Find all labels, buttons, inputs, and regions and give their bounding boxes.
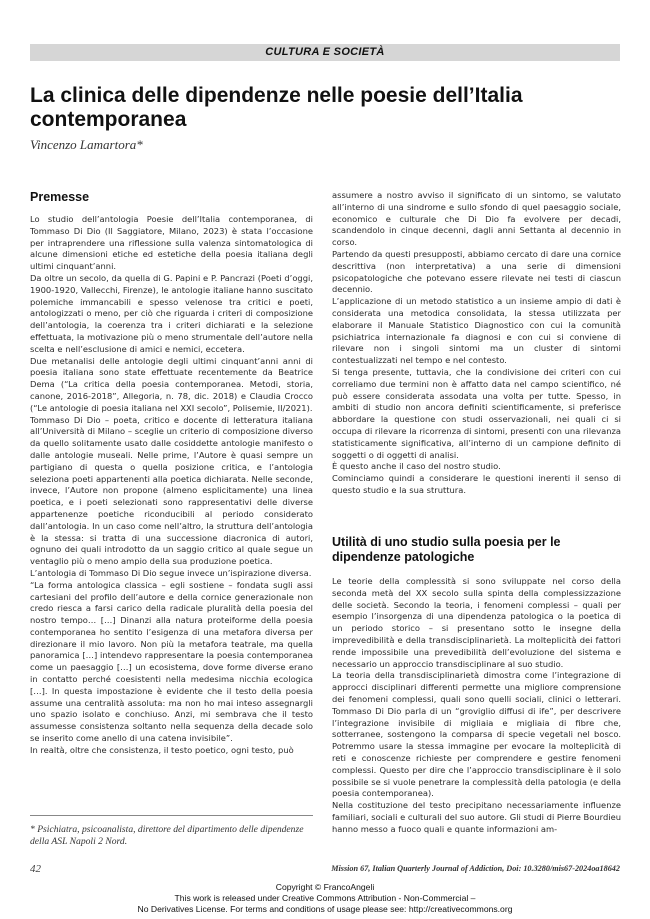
paragraph: Si tenga presente, tuttavia, che la condivisione dei criteri con cui correliamo due termini non è affatto data nel campo scientifico, né può essere considerata assodata una volta per tutte. Spesso, in ambiti di studio non ancora definiti scientificamente, si preferisce abbordare la questione con studi osservazionali, nei quali ci si occupa di rilevare la ricorrenza di sintomi, presenti con una rilevanza statisticamente significativa, all’interno di un campione definito di soggetti o di oggetti di analisi.	[332, 366, 621, 460]
license-notice	[0, 882, 650, 915]
paragraph: Nella costituzione del testo precipitano necessariamente influenze familiari, sociali e culturali del suo autore. Gli studi di Pierre Bourdieu hanno messo a fuoco quali e quante informazioni am-	[332, 800, 621, 834]
section-banner: CULTURA E SOCIETÀ	[30, 44, 620, 61]
journal-citation: Mission 67, Italian Quarterly Journal of Addiction, Doi: 10.3280/mis67-2024oa18642	[331, 864, 620, 873]
license-line: No Derivatives License. For terms and conditions of usage please see: http://creativecommons.org	[137, 904, 513, 914]
paragraph: Cominciamo quindi a considerare le questioni inerenti il senso di questo studio e la sua struttura.	[332, 473, 621, 495]
paragraph: “La forma antologica classica – egli sostiene – fondata sugli assi cartesiani del profilo dell’autore e della cornice generazionale non credo riesca a farsi carico della radicale pluralità della poesia del nostro tempo… […] Dinanzi alla natura proteiforme della poesia contemporanea ho sentito l’esigenza di una metafora diversa per direzionare il mio lavoro. Non più la metafora teatrale, ma quella panoramica […] intendevo rappresentare la poesia contemporanea come un paesaggio […] un ecosistema, dove forme diverse erano in contatto perché coesistenti nella medesima nicchia ecologica […]. In questa impostazione è evidente che il testo della poesia assume una centralità assoluta: ma non ho mai inteso assegnargli uno spazio isolato e conchiuso. Anzi, mi sembrava che il testo assumesse consistenza soltanto nella sequenza della decade solo se inserito come anello di una catena invisibile”.	[30, 579, 313, 744]
paragraph: Partendo da questi presupposti, abbiamo cercato di dare una cornice descrittiva (non interpretativa) a una serie di dimensioni psicopatologiche che potevano essere rilevate nei testi di ciascun decennio.	[332, 248, 621, 295]
paragraph: In realtà, oltre che consistenza, il testo poetico, ogni testo, può	[30, 744, 294, 755]
paragraph: assumere a nostro avviso il significato di un sintomo, se valutato all’interno di una sindrome e sullo sfondo di quel paesaggio sociale, economico e culturale che Di Dio fa evolvere per decadi, scandendolo in cinque decenni, dagli anni Settanta al decennio in corso.	[332, 190, 621, 248]
paragraph: Le teorie della complessità si sono sviluppate nel corso della seconda metà del XX secolo sulla spinta della complessizzazione delle società. Secondo la teoria, i fenomeni complessi – quali per esempio l’insorgenza di una dipendenza patologica o la poetica di un periodo storico – si presentano sotto le insegne della imprevedibilità e della transdisciplinarietà. La molteplicità dei fattori rende impossibile una prevedibilità dell’evoluzione del sistema e necessario un approccio transdisciplinare al suo studio.	[332, 576, 621, 669]
left-body-text	[30, 214, 313, 757]
author-footnote: * Psichiatra, psicoanalista, direttore del dipartimento delle dipendenze della ASL Napoli 2 Nord.	[30, 824, 304, 847]
page-number: 42	[30, 863, 41, 875]
footnote-divider	[30, 815, 313, 816]
paragraph: L’applicazione di un metodo statistico a un insieme ampio di dati è considerata una metodica consolidata, la stessa utilizzata per elaborare il Manuale Statistico Diagnostico con cui la comunità psichiatrica internazionale fa diagnosi e con cui si conviene di rilevare non i singoli sintomi ma un cluster di sintomi contestualizzati nel tempo e nel contesto.	[332, 296, 621, 366]
section-heading-premesse: Premesse	[30, 190, 90, 204]
paragraph: Da oltre un secolo, da quella di G. Papini e P. Pancrazi (Poeti d’oggi, 1900-1920, Vallecchi, Firenze), le antologie italiane hanno suscitato polemiche immancabili e spesso velenose tra critici e poeti, antologizzati o meno, per ciò che riguarda i criteri di composizione dell’antologia, la coerenza tra i criteri dichiarati e la selezione effettuata, la motivazione più o meno strumentale dell’autore nella scelta e nell’esclusione di amici e nemici, eccetera.	[30, 272, 313, 354]
paragraph: È questo anche il caso del nostro studio.	[332, 461, 501, 472]
license-line: This work is released under Creative Commons Attribution - Non-Commercial –	[174, 893, 476, 903]
right-body-text-top	[332, 190, 621, 497]
article-title: La clinica delle dipendenze nelle poesie dell’Italia contemporanea	[30, 84, 523, 131]
paragraph: L’antologia di Tommaso Di Dio segue invece un’ispirazione diversa.	[30, 567, 312, 578]
article-author: Vincenzo Lamartora*	[30, 137, 143, 152]
right-body-text-bottom	[332, 576, 621, 836]
paragraph: Tommaso Di Dio – poeta, critico e docente di letteratura italiana all’Università di Milano – sceglie un criterio di composizione diverso da quello solitamente usato dalle cosiddette antologie manifesto o dalle antologie museali. Nelle prime, l’Autore è quasi sempre un partigiano di questa o quella posizione critica, e l’antologia seleziona poeti appartenenti alla poetica dichiarata. Nelle seconde, invece, l’Autore non propone (almeno esplicitamente) una linea poetica, e i poeti selezionati sono rappresentativi delle diverse appartenenze poetiche riconducibili al periodo considerato dall’antologia. In un caso come nell’altro, la struttura dell’antologia è la stessa: si tratta di una successione diacronica di autori, ognuno dei quali introdotto da un saggio critico al quale segue un ventaglio più o meno ampio della sua produzione poetica.	[30, 414, 313, 567]
paragraph: Lo studio dell’antologia Poesie dell’Italia contemporanea, di Tommaso Di Dio (Il Saggiatore, Milano, 2023) è stata l’occasione per intraprendere una riflessione sulla valenza sintomatologica di alcune dimensioni etiche ed estetiche della poesia italiana degli ultimi cinquant’anni.	[30, 214, 313, 272]
section-heading-utilita: Utilità di uno studio sulla poesia per le dipendenze patologiche	[332, 535, 561, 564]
copyright-line: Copyright © FrancoAngeli	[275, 882, 375, 892]
paragraph: Due metanalisi delle antologie degli ultimi cinquant’anni anni di poesia italiana sono state effettuate recentemente da Beatrice Dema (“La critica della poesia contemporanea. Metodi, storia, canone, 2016-2018”, Allegoria, n. 78, dic. 2018) e Claudia Crocco (“Le antologie di poesia italiana nel XXI secolo”, Polisemie, II/2021).	[30, 355, 313, 413]
paragraph: La teoria della transdisciplinarietà dimostra come l’integrazione di approcci disciplinari differenti permette una migliore comprensione dei fenomeni complessi, quali sono quelli sociali, clinici o letterari. Tommaso Di Dio parla di un “groviglio diffusi di ife”, per descrivere l’integrazione invisibile di migliaia e migliaia di fibre che, sotterranee, sostengono la comparsa di specie vegetali nel bosco. Potremmo usare la stessa immagine per evocare la molteplicità di reti e conoscenze richieste per comprendere e gestire fenomeni complessi. Questo per dire che l’approccio transdisciplinare è il solo possibile se si vuole penetrare la complessità della patologia (e della poesia contemporanea).	[332, 670, 621, 799]
